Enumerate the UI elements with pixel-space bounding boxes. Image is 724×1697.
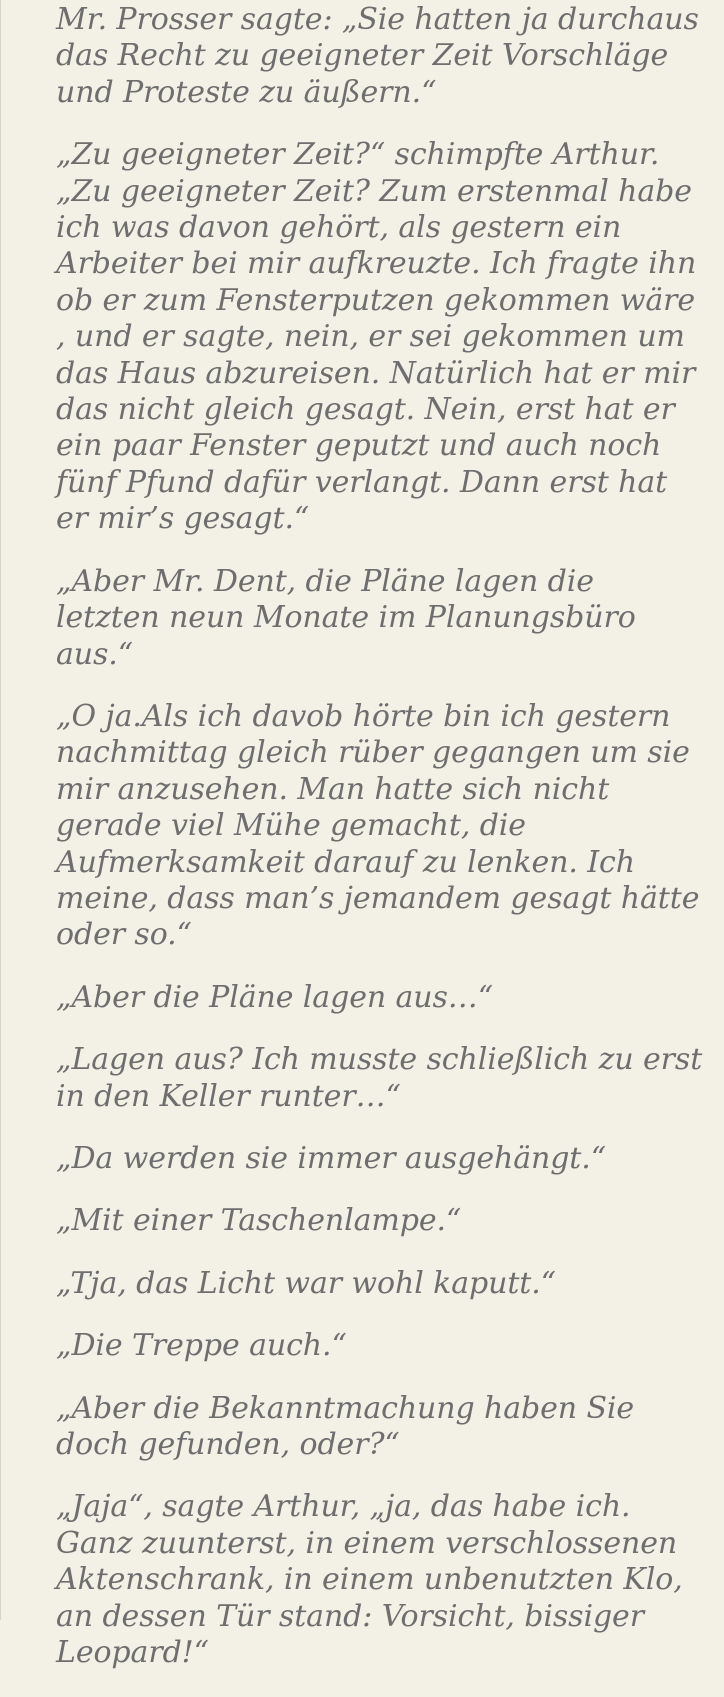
- paragraph: Mr. Prosser sagte: „Sie hatten ja durchaus das Recht zu geeigneter Zeit Vorschläge und Proteste zu äußern.“: [56, 2, 699, 110]
- paragraph: „Lagen aus? Ich musste schließlich zu erst in den Keller runter…“: [56, 1042, 703, 1114]
- paragraph: „Aber die Pläne lagen aus…“: [56, 979, 493, 1015]
- paragraph: „Tja, das Licht war wohl kaputt.“: [56, 1265, 556, 1301]
- paragraph: „Aber Mr. Dent, die Pläne lagen die letzten neun Monate im Planungsbüro aus.“: [56, 563, 636, 672]
- paragraph: „O ja.Als ich davob hörte bin ich gestern nachmittag gleich rüber gegangen um sie mir anzusehen. Man hatte sich nicht gerade viel Mühe gemacht, die Aufmerksamkeit darauf zu lenken. Ich meine, dass man’s jemandem gesagt hätte oder so.“: [56, 698, 700, 953]
- paragraph: „Mit einer Taschenlampe.“: [56, 1203, 462, 1239]
- paragraph: „Aber die Bekanntmachung haben Sie doch gefunden, oder?“: [56, 1390, 635, 1462]
- paragraph: „Die Treppe auch.“: [56, 1328, 347, 1364]
- paragraph: „Jaja“, sagte Arthur, „ja, das habe ich. Ganz zuunterst, in einem verschlossenen Aktenschrank, in einem unbenutzten Klo, an dessen Tür stand: Vorsicht, bissiger Leopard!“: [56, 1489, 683, 1671]
- book-text: [56, 2, 706, 1697]
- paragraph: „Da werden sie immer ausgehängt.“: [56, 1140, 606, 1176]
- paragraph: „Zu geeigneter Zeit?“ schimpfte Arthur. „Zu geeigneter Zeit? Zum erstenmal habe ich was davon gehört, als gestern ein Arbeiter bei mir aufkreuzte. Ich fragte ihn ob er zum Fensterputzen gekommen wäre , und er sagte, nein, er sei gekommen um das Haus abzureisen. Natürlich hat er mir das nicht gleich gesagt. Nein, erst hat er ein paar Fenster geputzt und auch noch fünf Pfund dafür verlangt. Dann erst hat er mir’s gesagt.“: [56, 137, 697, 537]
